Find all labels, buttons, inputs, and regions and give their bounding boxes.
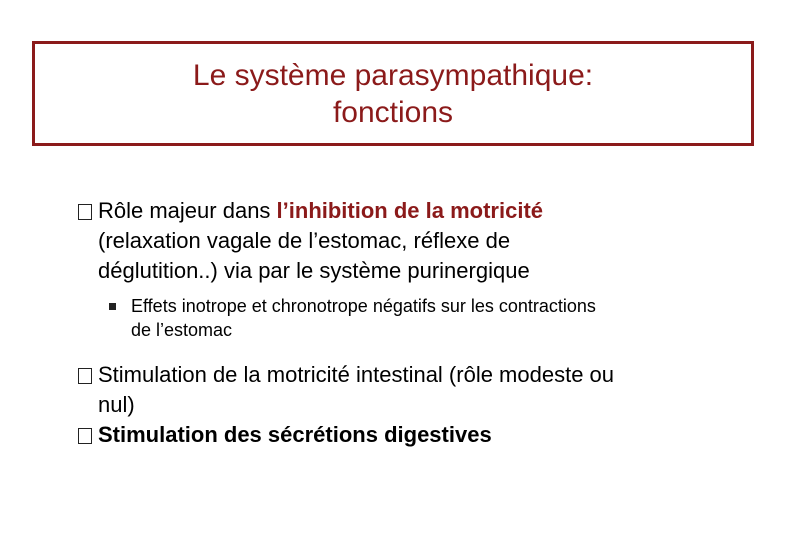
bullet-item-3-text <box>78 420 778 450</box>
title-box <box>32 41 754 146</box>
bullet-item-1-line-3: déglutition..) via par le système purinergique <box>98 258 530 283</box>
hollow-square-bullet-icon <box>78 204 92 220</box>
bullet-item-1 <box>78 196 778 286</box>
hollow-square-bullet-icon <box>78 428 92 444</box>
sub-bullet-line-2: de l’estomac <box>131 320 233 340</box>
bullet-item-2-line-1: Stimulation de la motricité intestinal (rôle modeste ou <box>98 362 615 387</box>
slide-title-line-2: fonctions <box>332 95 454 129</box>
bullet-item-1-text <box>78 196 778 286</box>
slide-body <box>78 196 778 450</box>
hollow-square-bullet-icon <box>78 368 92 384</box>
bullet-item-1-highlight: l’inhibition de la motricité <box>276 198 544 223</box>
bullet-item-3 <box>78 420 778 450</box>
bullet-item-1-lead: Rôle majeur dans <box>98 198 277 223</box>
sub-bullet-line-1: Effets inotrope et chronotrope négatifs sur les contractions <box>131 296 596 316</box>
sub-bullet-item <box>109 294 778 342</box>
bullet-item-2-text <box>78 360 778 420</box>
slide-title-line-1: Le système parasympathique: <box>192 58 594 92</box>
filled-square-bullet-icon <box>109 303 116 310</box>
bullet-item-3-line-1: Stimulation des sécrétions digestives <box>98 422 492 447</box>
bullet-item-2-line-2: nul) <box>98 392 135 417</box>
bullet-item-2 <box>78 360 778 420</box>
slide-title <box>193 57 593 131</box>
sub-bullet-text <box>109 294 778 342</box>
bullet-item-1-line-2: (relaxation vagale de l’estomac, réflexe de <box>98 228 511 253</box>
